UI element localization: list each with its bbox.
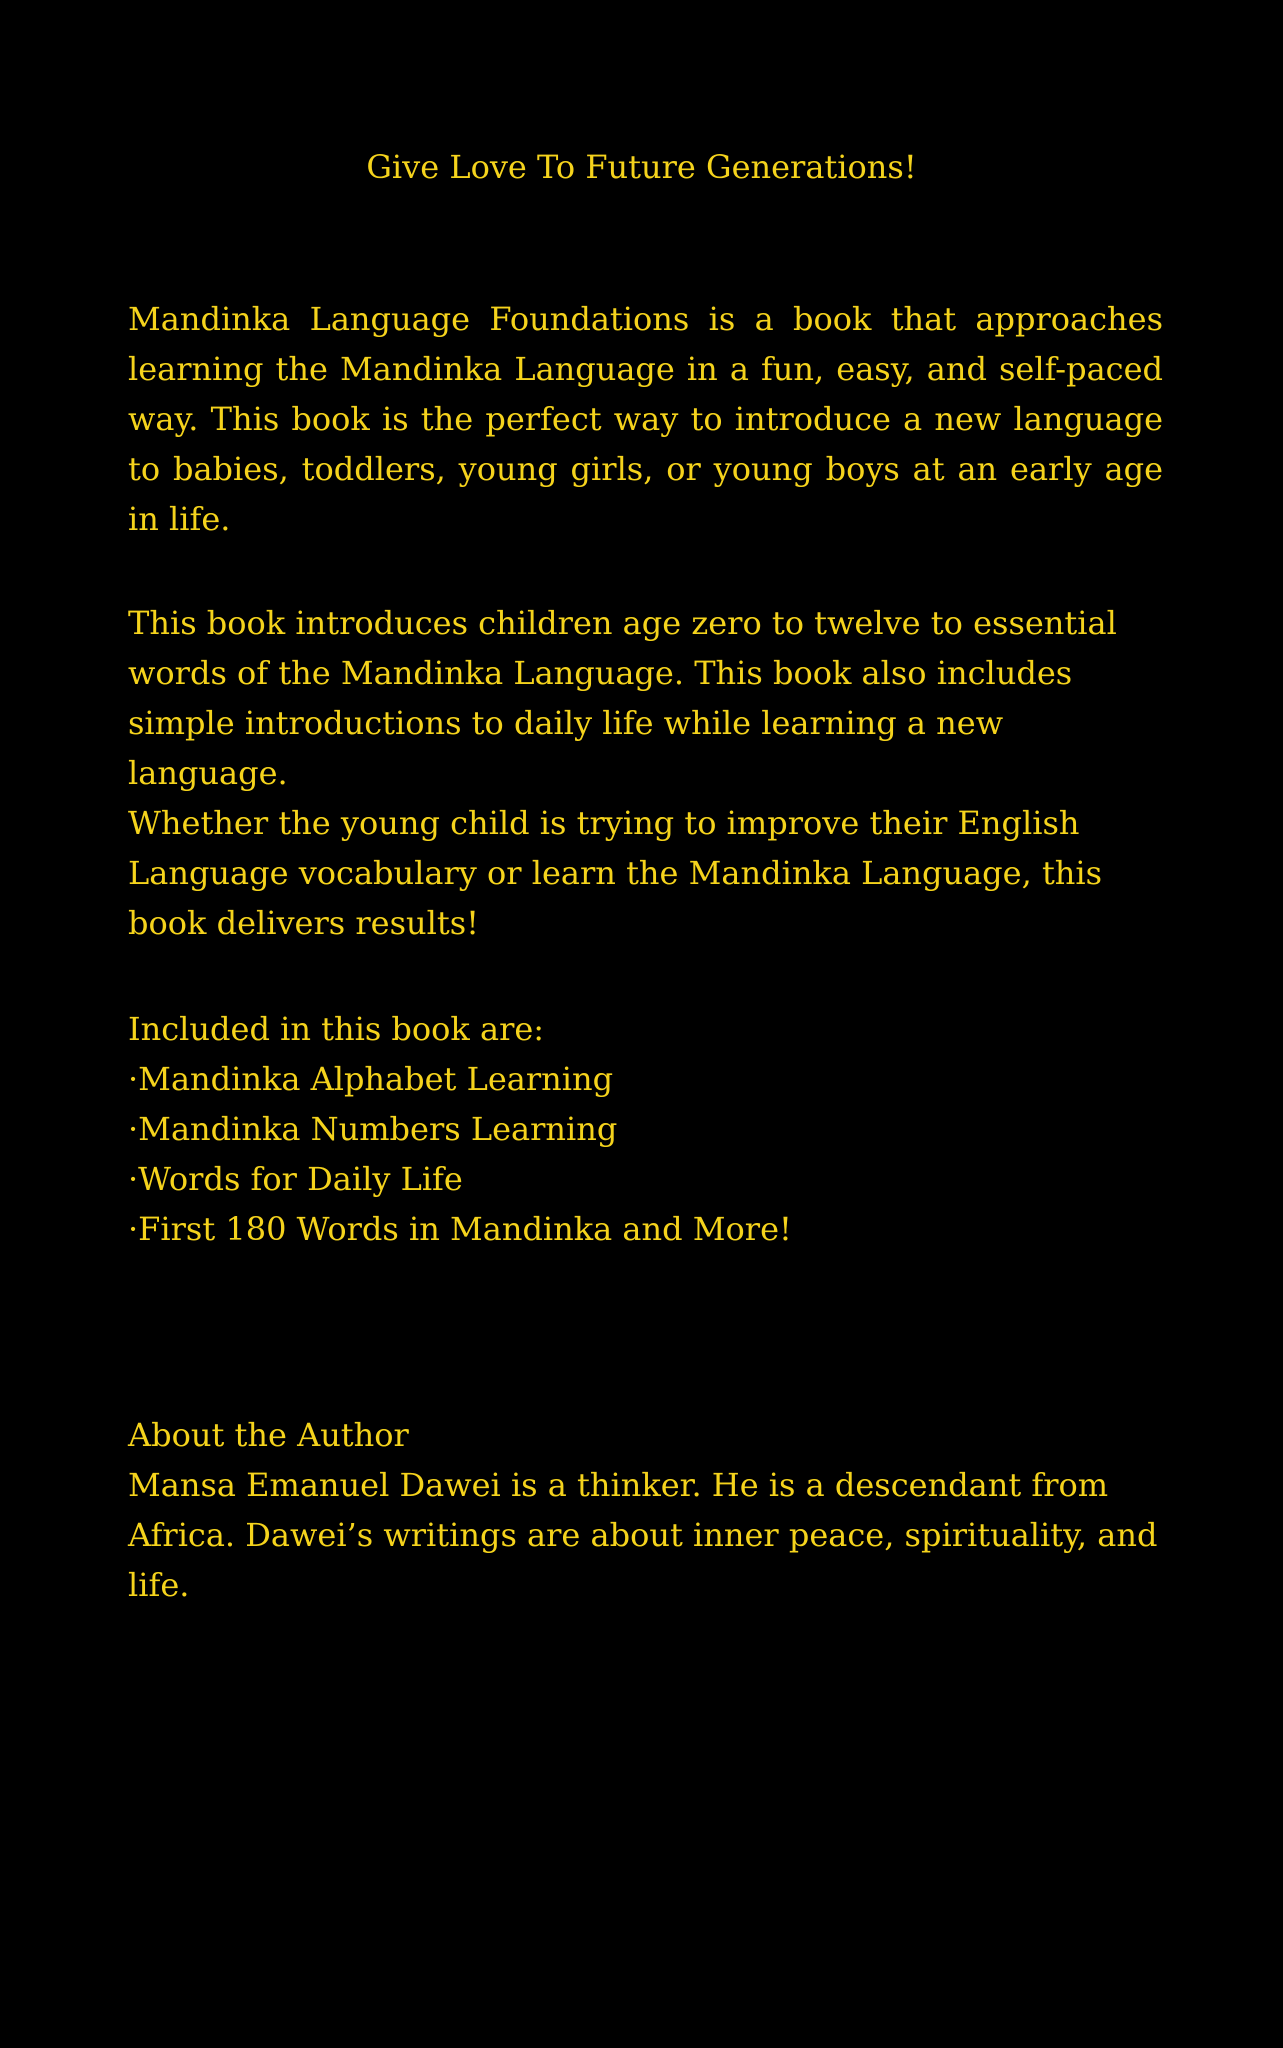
details-line: book delivers results! — [128, 904, 480, 942]
details-line: Language vocabulary or learn the Mandinka Language, this — [128, 854, 1103, 892]
included-list — [128, 1004, 1163, 1254]
author-bio-line: life. — [128, 1566, 190, 1604]
about-author — [128, 1410, 1163, 1610]
author-heading: About the Author — [128, 1416, 409, 1454]
list-item: ·Mandinka Alphabet Learning — [128, 1060, 614, 1098]
list-item: ·First 180 Words in Mandinka and More! — [128, 1210, 792, 1248]
details-line: simple introductions to daily life while learning a new language. — [128, 704, 1004, 792]
details-paragraph — [128, 598, 1163, 948]
list-item: ·Words for Daily Life — [128, 1160, 463, 1198]
included-heading: Included in this book are: — [128, 1010, 545, 1048]
details-line: This book introduces children age zero to twelve to essential — [128, 604, 1117, 642]
tagline: Give Love To Future Generations! — [366, 148, 917, 186]
author-bio-line: Mansa Emanuel Dawei is a thinker. He is a descendant from — [128, 1466, 1109, 1504]
details-line: words of the Mandinka Language. This book also includes — [128, 654, 1073, 692]
intro-paragraph: Mandinka Language Foundations is a book that approaches learning the Mandinka Language in a fun, easy, and self-paced way. This book is the perfect way to introduce a new language to babies, toddlers, young girls, or young boys at an early age in life. — [128, 300, 1163, 538]
details-line: Whether the young child is trying to improve their English — [128, 804, 1080, 842]
list-item: ·Mandinka Numbers Learning — [128, 1110, 618, 1148]
author-bio-line: Africa. Dawei’s writings are about inner peace, spirituality, and — [128, 1516, 1158, 1554]
